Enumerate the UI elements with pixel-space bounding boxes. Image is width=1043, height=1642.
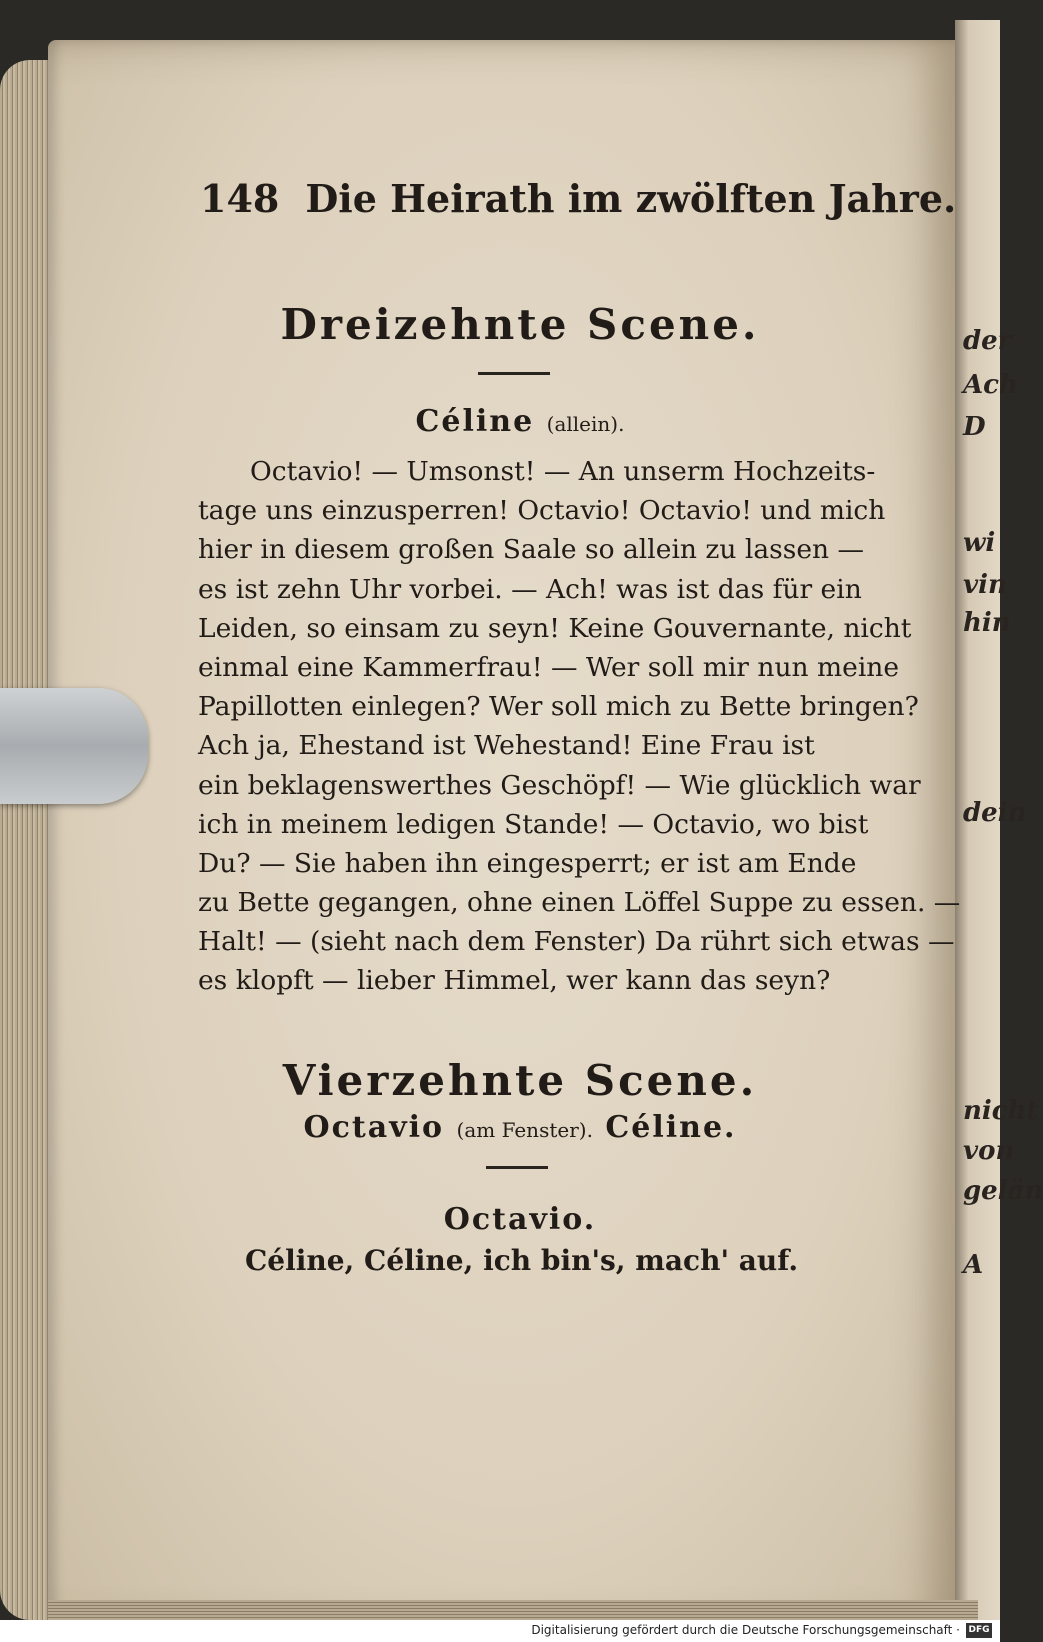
footer-credit: Digitalisierung gefördert durch die Deutsche Forschungsgemeinschaft ·: [531, 1623, 960, 1637]
next-page-fragment: wi: [963, 528, 996, 558]
text-line: Octavio! — Umsonst! — An unserm Hochzeits-: [250, 456, 876, 487]
page-number: 148: [200, 176, 280, 221]
text-line: Du? — Sie haben ihn eingesperrt; er ist am Ende: [198, 847, 857, 879]
dfg-logo: DFG: [966, 1623, 992, 1638]
stage-direction: (am Fenster).: [456, 1118, 593, 1142]
next-page-fragment: D: [963, 412, 986, 442]
next-page-fragment: vin: [963, 570, 1007, 600]
divider: [478, 372, 550, 375]
text-line: Ach ja, Ehestand ist Wehestand! Eine Frau ist: [198, 730, 815, 762]
text-line: zu Bette gegangen, ohne einen Löffel Suppe zu essen. —: [198, 887, 961, 919]
running-header: [200, 176, 957, 221]
next-page-fragment: hin: [963, 608, 1011, 638]
text-line: Halt! — (sieht nach dem Fenster) Da rührt sich etwas —: [198, 926, 955, 958]
speaker-heading: [200, 404, 840, 439]
next-page-fragment: der: [963, 326, 1012, 356]
next-page-fragment: A: [963, 1250, 984, 1280]
running-title: Die Heirath im zwölften Jahre.: [305, 176, 957, 221]
divider: [486, 1166, 548, 1169]
next-page-fragment: Ach: [963, 370, 1018, 400]
monologue: [198, 452, 961, 1001]
footer-bar: [0, 1620, 1000, 1642]
text-line: einmal eine Kammerfrau! — Wer soll mir nun meine: [198, 651, 900, 683]
text-line: Céline, Céline, ich bin's, mach' auf.: [245, 1244, 799, 1277]
speaker-heading: Octavio.: [443, 1202, 597, 1237]
text-line: Leiden, so einsam zu seyn! Keine Gouvernante, nicht: [198, 612, 912, 644]
text-line: ich in meinem ledigen Stande! — Octavio, wo bist: [198, 808, 869, 840]
text-line: tage uns einzusperren! Octavio! Octavio! und mich: [198, 495, 886, 527]
next-page-fragment: nicht: [963, 1096, 1039, 1126]
next-page-fragment: gelän: [963, 1176, 1043, 1206]
next-page-fragment: von: [963, 1136, 1015, 1166]
text-line: es ist zehn Uhr vorbei. — Ach! was ist das für ein: [198, 573, 862, 605]
text-line: hier in diesem großen Saale so allein zu lassen —: [198, 534, 865, 566]
scene-title: Vierzehnte Scene.: [282, 1056, 758, 1105]
cast-list: [200, 1110, 840, 1145]
scene-title: Dreizehnte Scene.: [280, 300, 760, 349]
stage-direction: (allein).: [546, 412, 625, 436]
speaker-name: Céline: [415, 404, 535, 439]
cast-name: Octavio: [303, 1110, 445, 1145]
cast-name: Céline.: [605, 1110, 737, 1145]
text-line: Papillotten einlegen? Wer soll mich zu Bette bringen?: [198, 691, 919, 723]
text-line: es klopft — lieber Himmel, wer kann das seyn?: [198, 965, 831, 997]
next-page-fragment: dein: [963, 798, 1027, 828]
text-line: ein beklagenswerthes Geschöpf! — Wie glücklich war: [198, 769, 921, 801]
